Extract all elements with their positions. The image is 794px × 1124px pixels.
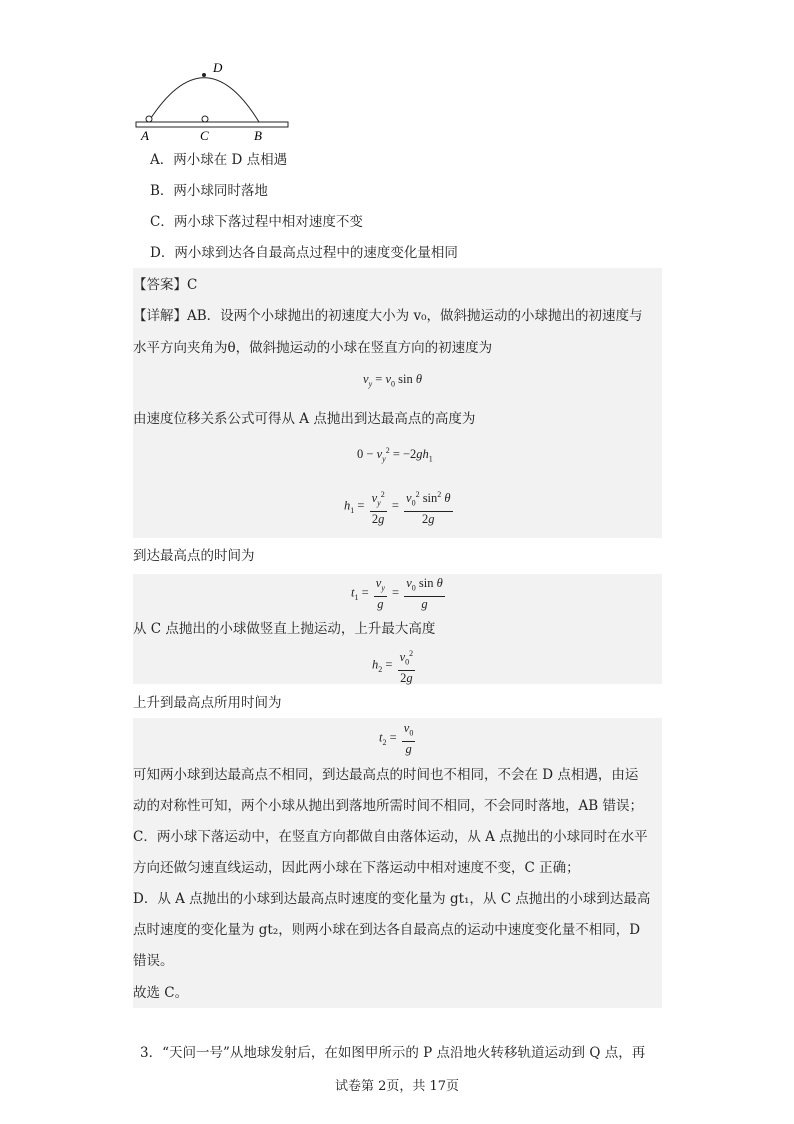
point-d: [202, 73, 206, 77]
analysis-p9: 故选 C。: [133, 985, 189, 1001]
option-c: C．两小球下落过程中相对速度不变: [150, 214, 363, 230]
option-a: A．两小球在 D 点相遇: [150, 152, 288, 168]
option-b: B．两小球同时落地: [150, 183, 268, 199]
ball-a: [146, 116, 152, 122]
label-c: C: [200, 128, 209, 143]
equation-vy: $v_y = v_0$ sin θ: [363, 372, 422, 389]
ball-c: [202, 116, 208, 122]
analysis-p6b: 动的对称性可知，两个小球从抛出到落地所需时间不相同，不会同时落地，AB 错误；: [133, 798, 643, 814]
equation-t2: $t_2$ = $\frac{v_0}{g}$: [379, 721, 414, 756]
analysis-p5: 上升到最高点所用时间为: [133, 695, 282, 711]
analysis-p3: 到达最高点的时间为: [133, 548, 255, 564]
analysis-p8a: D．从 A 点抛出的小球到达最高点时速度的变化量为 gt₁，从 C 点抛出的小球到达最高: [133, 891, 651, 907]
label-a: A: [141, 128, 149, 143]
analysis-p7b: 方向还做匀速直线运动，因此两小球在下落运动中相对速度不变，C 正确；: [133, 860, 580, 876]
analysis-p8b: 点时速度的变化量为 gt₂，则两小球在到达各自最高点的运动中速度变化量不相同，D: [133, 922, 641, 938]
equation-vy2: $0 - v_y^2 = -2gh_1$: [357, 446, 433, 464]
projectile-figure: [133, 58, 293, 144]
analysis-p7a: C．两小球下落运动中，在竖直方向都做自由落体运动，从 A 点抛出的小球同时在水平: [133, 829, 648, 845]
equation-h1: $h_1$ = $\frac{v_y^2}{2g}$ = $\frac{v_0^2 \sin^2 \theta}{2g}$: [344, 487, 455, 527]
equation-t1: $t_1$ = $\frac{v_y}{g}$ = $\frac{v_0 \sin \theta}{g}$: [351, 576, 443, 611]
analysis-p1: 【详解】AB．设两个小球抛出的初速度大小为 v₀，做斜抛运动的小球抛出的初速度与: [133, 308, 643, 324]
answer-line: 【答案】C: [133, 277, 198, 293]
ground-bar: [136, 122, 288, 127]
analysis-p1b: 水平方向夹角为θ，做斜抛运动的小球在竖直方向的初速度为: [133, 340, 493, 356]
label-b: B: [254, 128, 262, 143]
page-footer: 试卷第 2页，共 17页: [334, 1079, 460, 1094]
trajectory-arc: [149, 78, 259, 122]
next-question: 3．“天问一号”从地球发射后，在如图甲所示的 P 点沿地火转移轨道运动到 Q 点，再: [140, 1045, 646, 1061]
label-d: D: [213, 60, 223, 75]
option-d: D．两小球到达各自最高点过程中的速度变化量相同: [150, 245, 458, 261]
analysis-p6a: 可知两小球到达最高点不相同，到达最高点的时间也不相同，不会在 D 点相遇，由运: [133, 767, 639, 783]
analysis-p2: 由速度位移关系公式可得从 A 点抛出到达最高点的高度为: [133, 411, 476, 427]
analysis-p4: 从 C 点抛出的小球做竖直上抛运动，上升最大高度: [133, 621, 436, 637]
equation-h2: $h_2$ = $\frac{v_0^2}{2g}$: [372, 646, 417, 686]
analysis-p8c: 错误。: [133, 953, 174, 969]
